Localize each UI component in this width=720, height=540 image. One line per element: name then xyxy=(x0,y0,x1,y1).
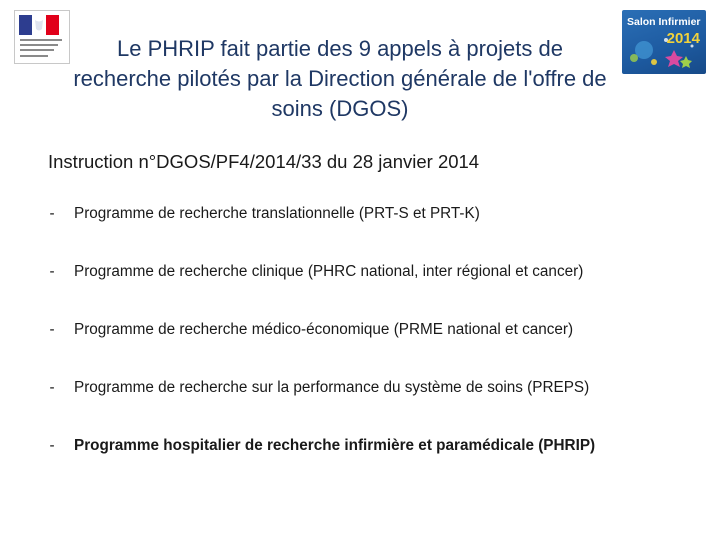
list-item-text: Programme de recherche clinique (PHRC national, inter régional et cancer) xyxy=(74,263,584,280)
event-logo xyxy=(622,10,706,74)
list-bullet: - xyxy=(49,205,55,222)
programme-list xyxy=(30,205,710,495)
list-item-text: Programme de recherche sur la performance du système de soins (PREPS) xyxy=(74,379,590,396)
instruction-reference: Instruction n°DGOS/PF4/2014/33 du 28 janvier 2014 xyxy=(48,151,480,172)
list-item xyxy=(30,321,710,379)
list-item-text: Programme de recherche translationnelle (PRT-S et PRT-K) xyxy=(74,205,480,222)
list-item xyxy=(30,379,710,437)
list-item-text: Programme hospitalier de recherche infirmière et paramédicale (PHRIP) xyxy=(74,437,596,454)
list-item-highlighted xyxy=(30,437,710,495)
event-year: 2014 xyxy=(666,30,700,47)
list-item xyxy=(30,263,710,321)
government-logo xyxy=(14,10,70,64)
list-bullet: - xyxy=(49,437,55,454)
slide-title: Le PHRIP fait partie des 9 appels à projets de recherche pilotés par la Direction générale de l'offre de soins (DGOS) xyxy=(73,36,607,121)
list-bullet: - xyxy=(49,379,55,396)
list-bullet: - xyxy=(49,321,55,338)
event-name: Salon Infirmier xyxy=(627,16,701,28)
list-item-text: Programme de recherche médico-économique (PRME national et cancer) xyxy=(74,321,574,338)
list-bullet: - xyxy=(49,263,55,280)
list-item xyxy=(30,205,710,263)
government-logo-icon xyxy=(19,15,59,35)
